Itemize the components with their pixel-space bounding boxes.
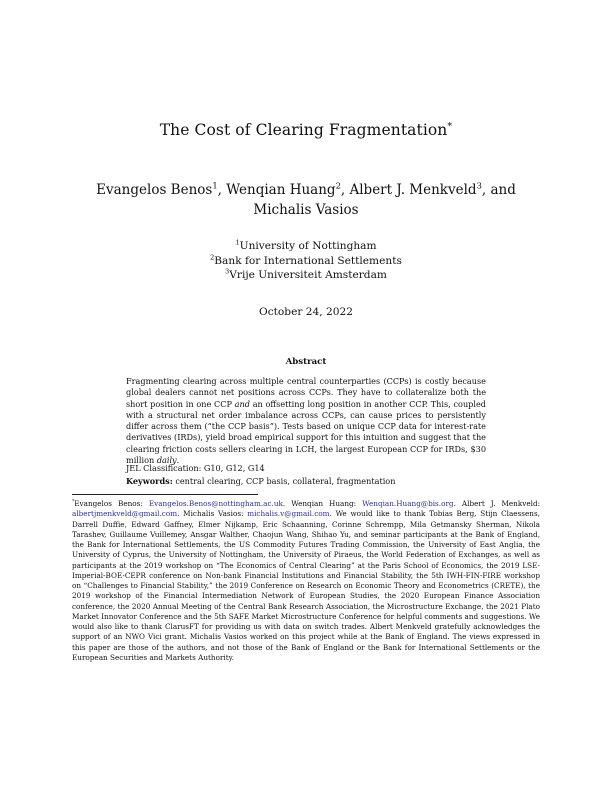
abstract-body: Fragmenting clearing across multiple central counterparties (CCPs) is costly because global dealers cannot net positions across CCPs. They have to collateralize both the short position in one CCP and an offsetting long position in another CCP. This, coupled with a structural net order imbalance across CCPs, can cause prices to persistently differ across them (“the CCP basis”). Tests based on unique CCP data for interest-rate derivatives (IRDs), yield broad empirical support for this intuition and suggest that the clearing friction costs sellers clearing in LCH, the largest European CCP for IRDs, $30 million daily.: [126, 376, 486, 466]
keywords: Keywords: central clearing, CCP basis, collateral, fragmentation: [126, 476, 396, 486]
author-list: Evangelos Benos$^1$, Wenqian Huang$^2$, Albert J. Menkveld$^3$, and Michalis Vasios: [96, 180, 516, 218]
emphasis: and: [234, 398, 250, 409]
author-affil-mark: 1: [212, 180, 218, 191]
paper-title: The Cost of Clearing Fragmentation*: [159, 120, 453, 139]
jel-classification: JEL Classification: G10, G12, G14: [126, 463, 265, 473]
paper-date: October 24, 2022: [259, 306, 353, 318]
keywords-label: Keywords:: [126, 476, 173, 486]
affiliation: $^2$Bank for International Settlements: [210, 252, 402, 267]
affiliation: $^1$University of Nottingham: [235, 238, 377, 252]
email-link[interactable]: Wenqian.Huang@bis.org: [362, 499, 454, 508]
affiliation: $^3$Vrije Universiteit Amsterdam: [225, 267, 387, 281]
email-link[interactable]: albertjmenkveld@gmail.com: [72, 509, 178, 519]
affiliation-list: [0, 239, 612, 283]
author-name: Wenqian Huang: [226, 182, 336, 198]
footnote-rule: [72, 494, 258, 495]
author-name: Albert J. Menkveld: [349, 182, 477, 198]
author-affil-mark: 2: [335, 180, 341, 191]
title-footnote-mark: *: [447, 120, 453, 132]
author-name: Evangelos Benos: [96, 182, 213, 198]
title-footnote: *Evangelos Benos: Evangelos.Benos@nottingham.ac.uk. Wenqian Huang: Wenqian.Huang@bis.org. Albert J. Menkveld: albertjmenkveld@gmail.com. Michalis Vasios: michalis.v@gmail.com. We would like to thank Tobias Berg, Stijn Claessens, Darrell Duffie, Edward Gaffney, Elmer Nijkamp, Eric Schaanning, Corinne Schrempp, Mila Getmansky Sherman, Nikola Tarashev, Guillaume Vuillemey, Ansgar Walther, Chaojun Wang, Shihao Yu, and seminar participants at the Bank of England, the Bank for International Settlements, the US Commodity Futures Trading Commission, the University of East Anglia, the University of Cyprus, the University of Nottingham, the University of Piraeus, the World Federation of Exchanges, as well as participants at the 2019 workshop on “The Economics of Central Clearing” at the Paris School of Economics, the 2019 LSE-Imperial-BOE-CEPR conference on Non-bank Financial Institutions and Financial Stability, the 5th IWH-FIN-FIRE workshop on “Challenges to Financial Stability,” the 2019 Conference on Research on Economic Theory and Econometrics (CRETE), the 2019 workshop of the Financial Intermediation Network of European Studies, the 2020 European Finance Association conference, the 2020 Annual Meeting of the Central Bank Research Association, the Microstructure Exchange, the 2021 Plato Market Innovator Conference and the 5th SAFE Market Microstructure Conference for helpful comments and suggestions. We would also like to thank ClarusFT for providing us with data on switch trades. Albert Menkveld gratefully acknowledges the support of an NWO Vici grant. Michalis Vasios worked on this project while at the Bank of England. The views expressed in this paper are those of the authors, and not those of the Bank of England or the Bank for International Settlements or the European Securities and Markets Authority.: [72, 499, 541, 662]
author-name: Michalis Vasios: [253, 202, 359, 218]
email-link[interactable]: michalis.v@gmail.com: [247, 509, 330, 519]
emphasis: daily: [156, 455, 177, 466]
abstract-heading: Abstract: [285, 357, 327, 367]
email-link[interactable]: Evangelos.Benos@nottingham.ac.uk: [148, 499, 283, 508]
author-affil-mark: 3: [476, 180, 482, 191]
